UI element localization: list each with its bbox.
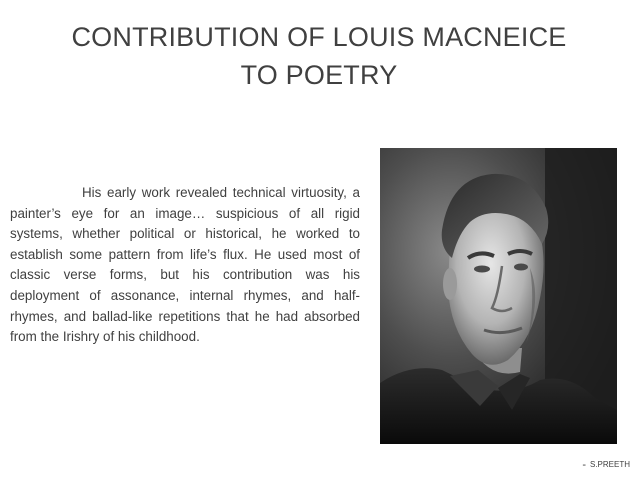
credit-dash: -	[582, 459, 586, 471]
title-line-1: CONTRIBUTION OF LOUIS MACNEICE	[71, 22, 567, 52]
body-paragraph: His early work revealed technical virtuosity, a painter’s eye for an image… suspicious of all rigid systems, whether political or historical, he worked to establish some pattern from life’s flux. He used most of classic verse forms, but his contribution was his deployment of assonance, internal rhymes, and half-rhymes, and ballad-like repetitions that he had absorbed from the Irishry of his childhood.	[10, 185, 360, 345]
portrait-photo-icon	[380, 148, 617, 444]
title-line-2: TO POETRY	[240, 60, 398, 90]
credit-name: S.PREETH	[589, 460, 630, 469]
author-credit	[582, 459, 630, 471]
portrait-photo	[380, 148, 617, 444]
slide-title	[20, 18, 618, 94]
